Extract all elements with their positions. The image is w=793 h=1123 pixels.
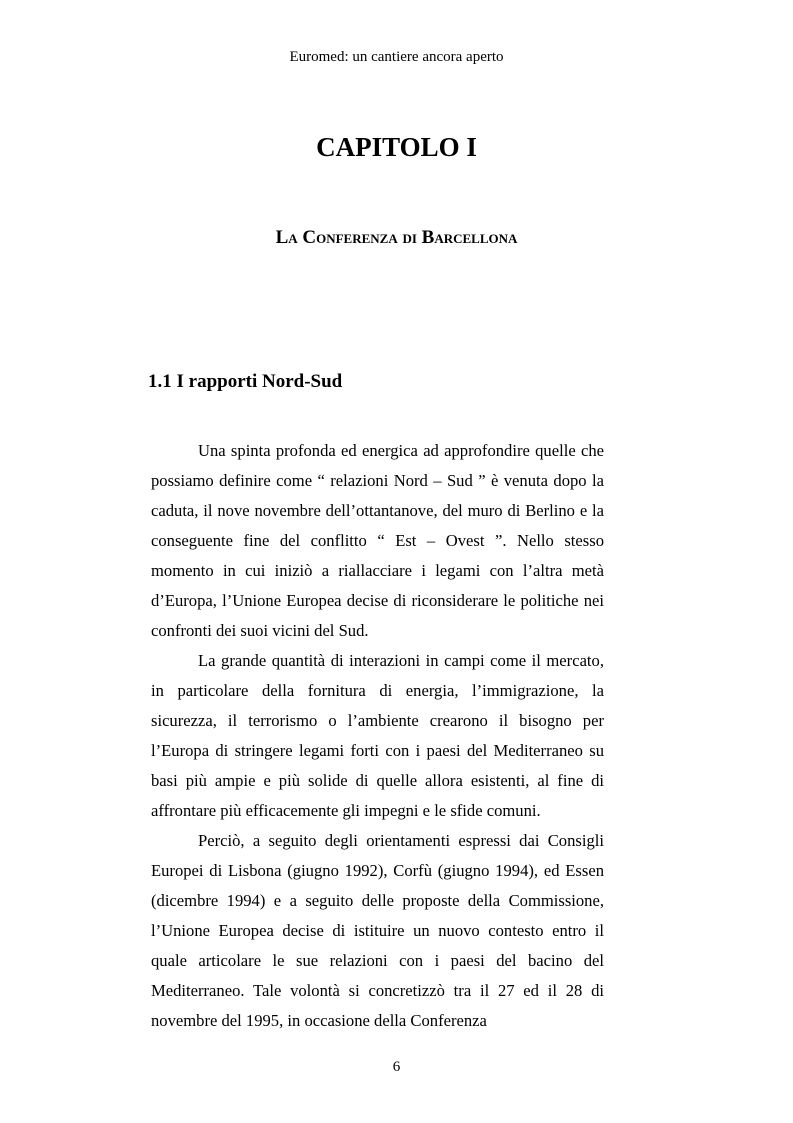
paragraph: Perciò, a seguito degli orientamenti espressi dai Consigli Europei di Lisbona (giugno 1992), Corfù (giugno 1994), ed Essen (dicembre 1994) e a seguito delle proposte della Commissione, l’Unione Europea decise di istituire un nuovo contesto entro il quale articolare le sue relazioni con i paesi del bacino del Mediterraneo. Tale volontà si concretizzò tra il 27 ed il 28 di novembre del 1995, in occasione della Conferenza — [151, 831, 604, 1030]
page-number: 6 — [392, 1059, 401, 1075]
paragraph: La grande quantità di interazioni in campi come il mercato, in particolare della fornitura di energia, l’immigrazione, la sicurezza, il terrorismo o l’ambiente crearono il bisogno per l’Europa di stringere legami forti con i paesi del Mediterraneo su basi più ampie e più solide di quelle allora esistenti, al fine di affrontare più efficacemente gli impegni e le sfide comuni. — [151, 651, 604, 820]
chapter-subtitle: La Conferenza di Barcellona — [275, 227, 518, 248]
running-header: Euromed: un cantiere ancora aperto — [289, 49, 504, 65]
body-text — [151, 436, 604, 1036]
chapter-title: CAPITOLO I — [316, 132, 477, 162]
paragraph: Una spinta profonda ed energica ad approfondire quelle che possiamo definire come “ relazioni Nord – Sud ” è venuta dopo la caduta, il nove novembre dell’ottantanove, del muro di Berlino e la conseguente fine del conflitto “ Est – Ovest ”. Nello stesso momento in cui iniziò a riallacciare i legami con l’altra metà d’Europa, l’Unione Europea decise di riconsiderare le politiche nei confronti dei suoi vicini del Sud. — [151, 441, 604, 640]
section-heading: 1.1 I rapporti Nord-Sud — [148, 371, 343, 392]
